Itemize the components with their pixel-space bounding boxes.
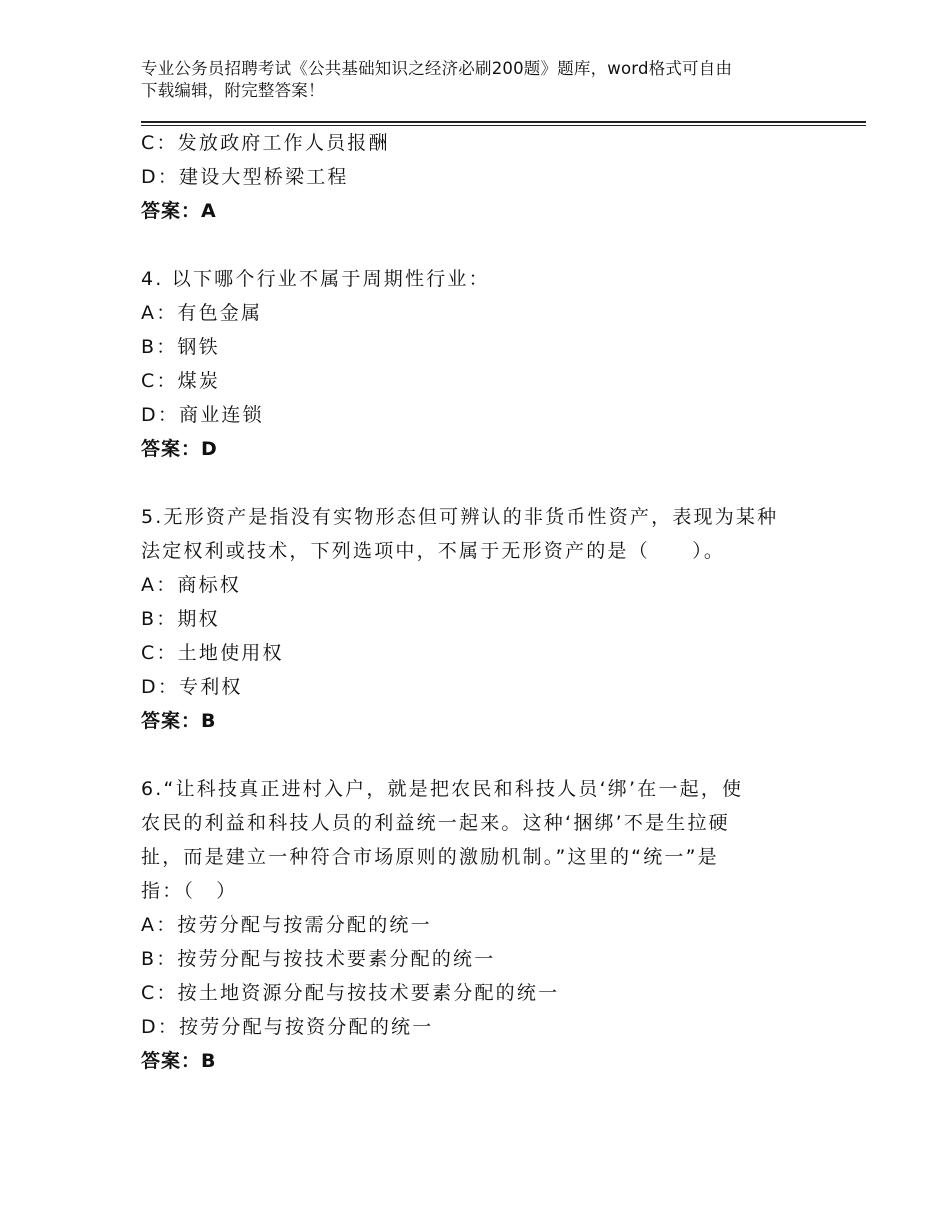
q4-option-b: B：钢铁	[141, 336, 220, 358]
q5-option-b: B：期权	[141, 608, 220, 630]
q5-question-line-2: 法定权利或技术，下列选项中，不属于无形资产的是（ ）。	[141, 540, 726, 562]
q6-question-line-2: 农民的利益和科技人员的利益统一起来。这种‘捆绑’不是生拉硬	[141, 812, 730, 834]
q6-question-line-3: 扯，而是建立一种符合市场原则的激励机制。”这里的“统一”是	[141, 846, 719, 868]
q4-question: 4. 以下哪个行业不属于周期性行业：	[141, 268, 490, 290]
q6-option-c: C：按土地资源分配与按技术要素分配的统一	[141, 982, 560, 1004]
q4-answer: 答案：D	[141, 438, 218, 460]
question-3-continued	[141, 126, 821, 228]
q5-question-line-1: 5.无形资产是指没有实物形态但可辨认的非货币性资产，表现为某种	[141, 506, 779, 528]
spacer	[141, 738, 821, 772]
question-4	[141, 262, 821, 466]
q4-option-c: C：煤炭	[141, 370, 221, 392]
q6-question-line-1: 6.“让科技真正进村入户，就是把农民和科技人员‘绑’在一起，使	[141, 778, 744, 800]
spacer	[141, 466, 821, 500]
spacer	[141, 228, 821, 262]
q6-answer: 答案：B	[141, 1050, 217, 1072]
q6-option-b: B：按劳分配与按技术要素分配的统一	[141, 948, 496, 970]
q3-option-d: D：建设大型桥梁工程	[141, 166, 349, 188]
q5-option-d: D：专利权	[141, 676, 243, 698]
q6-option-d: D：按劳分配与按资分配的统一	[141, 1016, 434, 1038]
q5-option-c: C：土地使用权	[141, 642, 284, 664]
q5-answer: 答案：B	[141, 710, 217, 732]
q3-option-c: C：发放政府工作人员报酬	[141, 132, 390, 154]
q4-option-a: A：有色金属	[141, 302, 263, 324]
header-rule-thick	[141, 121, 866, 123]
question-6	[141, 772, 821, 1078]
q6-question-line-4: 指：（ ）	[141, 880, 238, 902]
q3-answer: 答案：A	[141, 200, 217, 222]
header-line-2: 下载编辑，附完整答案！	[141, 81, 325, 100]
document-body	[141, 126, 821, 1078]
q4-option-d: D：商业连锁	[141, 404, 264, 426]
page-header	[141, 58, 811, 102]
header-line-1: 专业公务员招聘考试《公共基础知识之经济必刷200题》题库，word格式可自由	[141, 59, 733, 78]
q5-option-a: A：商标权	[141, 574, 241, 596]
question-5	[141, 500, 821, 738]
q6-option-a: A：按劳分配与按需分配的统一	[141, 914, 432, 936]
